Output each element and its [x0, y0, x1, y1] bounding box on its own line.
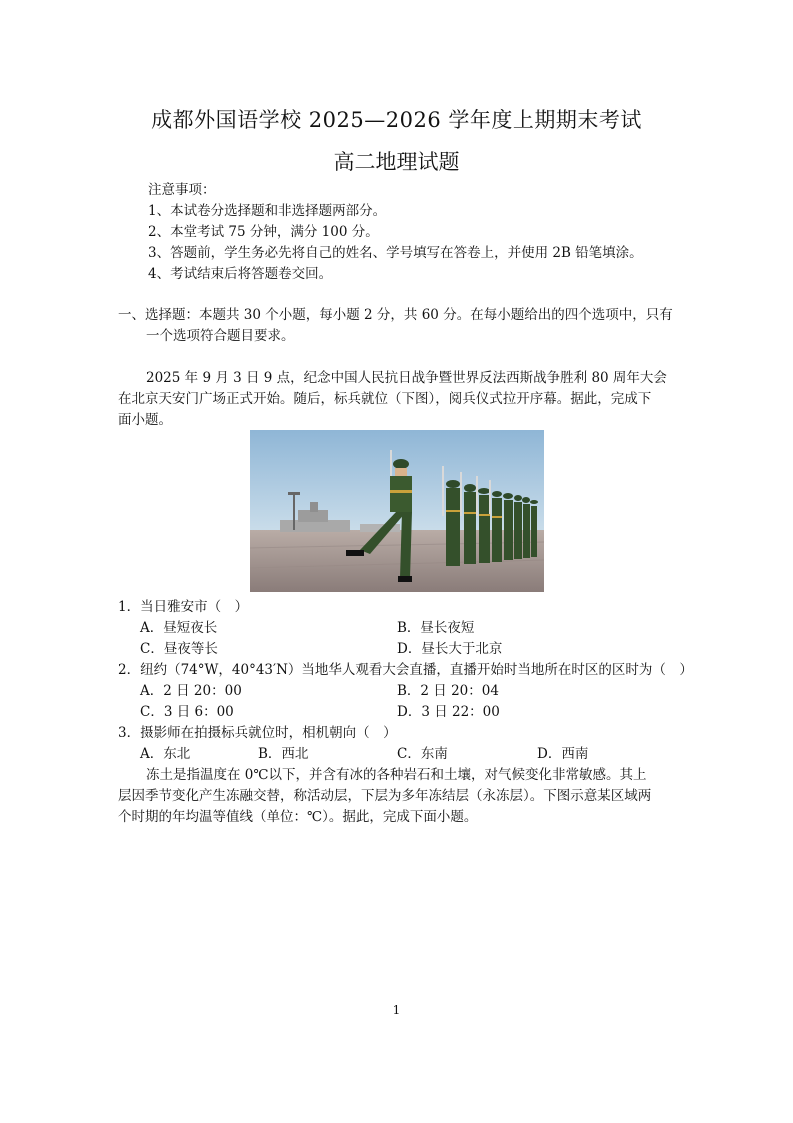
option-b: B．昼长夜短: [397, 620, 475, 636]
passage-text: 层因季节变化产生冻融交替，称活动层，下层为多年冻结层（永冻层）。下图示意某区域两: [118, 788, 652, 804]
section-heading: 一、选择题：本题共 30 个小题，每小题 2 分，共 60 分。在每小题给出的四个选项中，只有: [118, 307, 673, 323]
passage-text: 冻土是指温度在 0℃以下，并含有冰的各种岩石和土壤，对气候变化非常敏感。其上: [146, 767, 647, 783]
question-stem: 2．纽约（74°W，40°43′N）当地华人观看大会直播，直播开始时当地所在时区的区时为（ ）: [118, 662, 693, 678]
passage-text: 个时期的年均温等值线（单位：℃）。据此，完成下面小题。: [118, 809, 478, 825]
notes-heading: 注意事项：: [148, 182, 216, 198]
passage-text: 2025 年 9 月 3 日 9 点，纪念中国人民抗日战争暨世界反法西斯战争胜利 80 周年大会: [146, 370, 667, 386]
option-b: B．西北: [258, 746, 309, 762]
option-a: A．昼短夜长: [140, 620, 218, 636]
note-item: 3、答题前，学生务必先将自己的姓名、学号填写在答卷上，并使用 2B 铅笔填涂。: [148, 245, 643, 261]
note-item: 4、考试结束后将答题卷交回。: [148, 266, 333, 282]
note-item: 1、本试卷分选择题和非选择题两部分。: [148, 203, 387, 219]
option-c: C．3 日 6：00: [140, 704, 234, 720]
question-stem: 1．当日雅安市（ ）: [118, 599, 249, 615]
passage-text: 面小题。: [118, 412, 172, 428]
option-d: D．昼长大于北京: [397, 641, 503, 657]
option-b: B．2 日 20：04: [397, 683, 499, 699]
note-item: 2、本堂考试 75 分钟，满分 100 分。: [148, 224, 379, 240]
option-c: C．东南: [397, 746, 448, 762]
parade-photo: [250, 430, 544, 592]
exam-title: 成都外国语学校 2025—2026 学年度上期期末考试: [151, 108, 642, 132]
exam-subtitle: 高二地理试题: [333, 150, 460, 174]
option-d: D．3 日 22：00: [397, 704, 500, 720]
passage-text: 在北京天安门广场正式开始。随后，标兵就位（下图），阅兵仪式拉开序幕。据此，完成下: [118, 391, 652, 407]
option-a: A．东北: [140, 746, 191, 762]
option-d: D．西南: [537, 746, 589, 762]
question-stem: 3．摄影师在拍摄标兵就位时，相机朝向（ ）: [118, 725, 397, 741]
page-number: 1: [392, 1003, 401, 1017]
option-c: C．昼夜等长: [140, 641, 218, 657]
section-heading-cont: 一个选项符合题目要求。: [146, 328, 295, 344]
option-a: A．2 日 20：00: [140, 683, 242, 699]
